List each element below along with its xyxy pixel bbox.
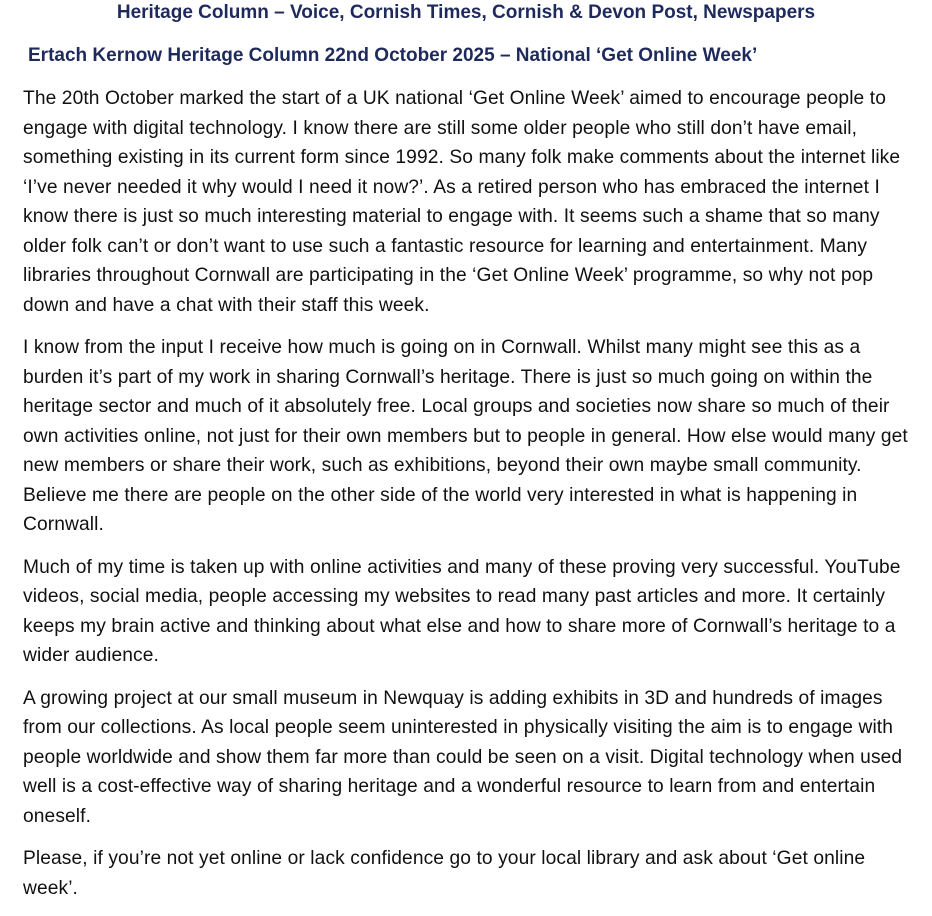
- paragraph-1: The 20th October marked the start of a UK national ‘Get Online Week’ aimed to encourage people to engage with digital technology. I know there are still some older people who still don’t have email, something existing in its current form since 1992. So many folk make comments about the internet like ‘I’ve never needed it why would I need it now?’. As a retired person who has embraced the internet I know there is just so much interesting material to engage with. It seems such a shame that so many older folk can’t or don’t want to use such a fantastic resource for learning and entertainment. Many libraries throughout Cornwall are participating in the ‘Get Online Week’ programme, so why not pop down and have a chat with their staff this week.: [23, 88, 901, 316]
- paragraph-3: Much of my time is taken up with online activities and many of these proving very successful. YouTube videos, social media, people accessing my websites to read many past articles and more. It certainly keeps my brain active and thinking about what else and how to share more of Cornwall’s heritage to a wider audience.: [23, 556, 901, 666]
- paragraph-2: I know from the input I receive how much is going on in Cornwall. Whilst many might see this as a burden it’s part of my work in sharing Cornwall’s heritage. There is just so much going on within the heritage sector and much of it absolutely free. Local groups and societies now share so much of their own activities online, not just for their own members but to people in general. How else would many get new members or share their work, such as exhibitions, beyond their own maybe small community. Believe me there are people on the other side of the world very interested in what is happening in Cornwall.: [23, 337, 908, 535]
- article-title: Ertach Kernow Heritage Column 22nd October 2025 – National ‘Get Online Week’: [28, 45, 758, 66]
- article-body: [23, 84, 915, 916]
- paragraph-5: Please, if you’re not yet online or lack confidence go to your local library and ask about ‘Get online week’.: [23, 848, 866, 899]
- paragraph-4: A growing project at our small museum in Newquay is adding exhibits in 3D and hundreds of images from our collections. As local people seem uninterested in physically visiting the aim is to engage with people worldwide and show them far more than could be seen on a visit. Digital technology when used well is a cost-effective way of sharing heritage and a wonderful resource to learn from and entertain oneself.: [23, 687, 903, 827]
- column-header: Heritage Column – Voice, Cornish Times, Cornish & Devon Post, Newspapers: [116, 2, 816, 23]
